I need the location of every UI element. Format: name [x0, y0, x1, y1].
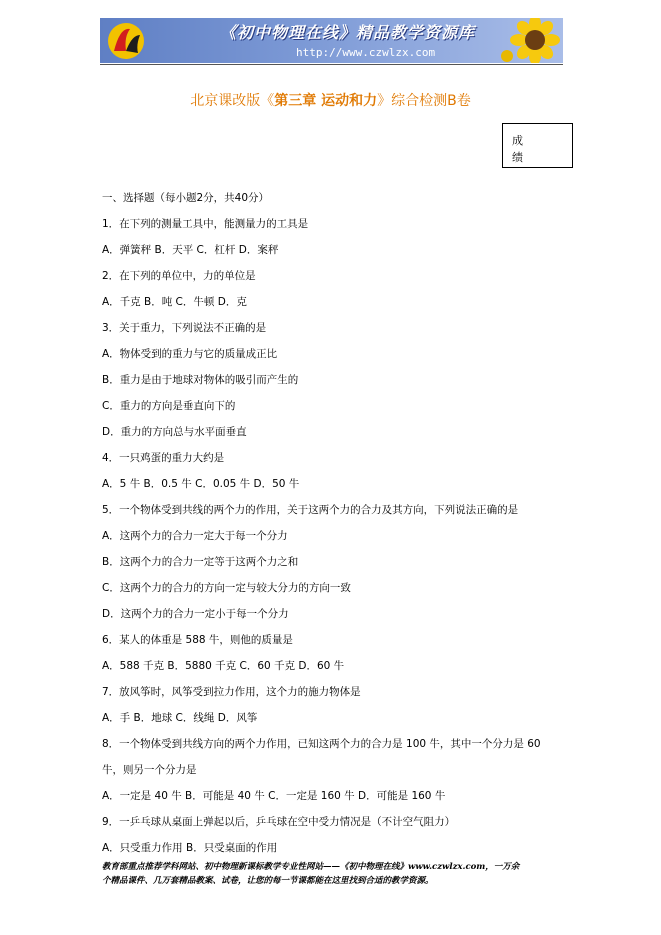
option-5d: D．这两个力的合力一定小于每一个分力	[102, 608, 289, 620]
score-label-2: 绩	[512, 151, 523, 164]
question-2: 2．在下列的单位中，力的单位是	[102, 270, 256, 282]
page-title	[0, 90, 661, 110]
options-7: A．手 B．地球 C．线绳 D．风筝	[102, 712, 258, 724]
option-3b: B．重力是由于地球对物体的吸引而产生的	[102, 374, 299, 386]
question-5: 5．一个物体受到共线的两个力的作用，关于这两个力的合力及其方向，下列说法正确的是	[102, 504, 519, 516]
question-3: 3．关于重力，下列说法不正确的是	[102, 322, 267, 334]
options-4: A．5 牛 B．0.5 牛 C．0.05 牛 D．50 牛	[102, 478, 300, 490]
options-6: A．588 千克 B．5880 千克 C．60 千克 D．60 牛	[102, 660, 345, 672]
footer-line-2: 个精品课件、几万套精品教案、试卷，让您的每一节课都能在这里找到合适的教学资源。	[102, 876, 434, 886]
question-4: 4．一只鸡蛋的重力大约是	[102, 452, 225, 464]
footer-note	[102, 860, 562, 888]
score-box	[502, 123, 573, 168]
sunflower-icon	[499, 18, 563, 63]
options-8: A．一定是 40 牛 B．可能是 40 牛 C．一定是 160 牛 D．可能是 160 牛	[102, 790, 446, 802]
option-3a: A．物体受到的重力与它的质量成正比	[102, 348, 278, 360]
option-3d: D．重力的方向总与水平面垂直	[102, 426, 247, 438]
title-prefix: 北京课改版《	[190, 93, 275, 109]
footer-line-1: 教育部重点推荐学科网站、初中物理新课标教学专业性网站——《初中物理在线》www.czwlzx.com，一万余	[102, 862, 520, 872]
banner-title: 《初中物理在线》精品教学资源库	[220, 23, 476, 42]
option-5a: A．这两个力的合力一定大于每一个分力	[102, 530, 288, 542]
question-8-cont: 牛，则另一个分力是	[102, 764, 197, 776]
question-8: 8．一个物体受到共线方向的两个力作用，已知这两个力的合力是 100 牛，其中一个分力是 60	[102, 738, 541, 750]
question-9: 9．一乒乓球从桌面上弹起以后，乒乓球在空中受力情况是（不计空气阻力）	[102, 816, 456, 828]
title-chapter: 第三章 运动和力	[274, 93, 378, 109]
banner-url[interactable]: http://www.czwlzx.com	[296, 46, 436, 59]
options-2: A．千克 B．吨 C．牛顿 D．克	[102, 296, 247, 308]
options-1: A．弹簧秤 B．天平 C．杠杆 D．案秤	[102, 244, 279, 256]
question-7: 7．放风筝时，风筝受到拉力作用，这个力的施力物体是	[102, 686, 361, 698]
header-divider	[100, 64, 563, 65]
question-6: 6．某人的体重是 588 牛，则他的质量是	[102, 634, 293, 646]
option-3c: C．重力的方向是垂直向下的	[102, 400, 236, 412]
logo-icon	[106, 21, 146, 61]
section-heading: 一、选择题（每小题2分，共40分）	[102, 192, 270, 204]
options-9: A．只受重力作用 B．只受桌面的作用	[102, 842, 278, 854]
question-1: 1．在下列的测量工具中，能测量力的工具是	[102, 218, 309, 230]
score-label-1: 成	[512, 134, 523, 147]
title-suffix: 》综合检测B卷	[377, 93, 471, 109]
option-5b: B．这两个力的合力一定等于这两个力之和	[102, 556, 299, 568]
header-banner	[100, 18, 563, 63]
option-5c: C．这两个力的合力的方向一定与较大分力的方向一致	[102, 582, 351, 594]
